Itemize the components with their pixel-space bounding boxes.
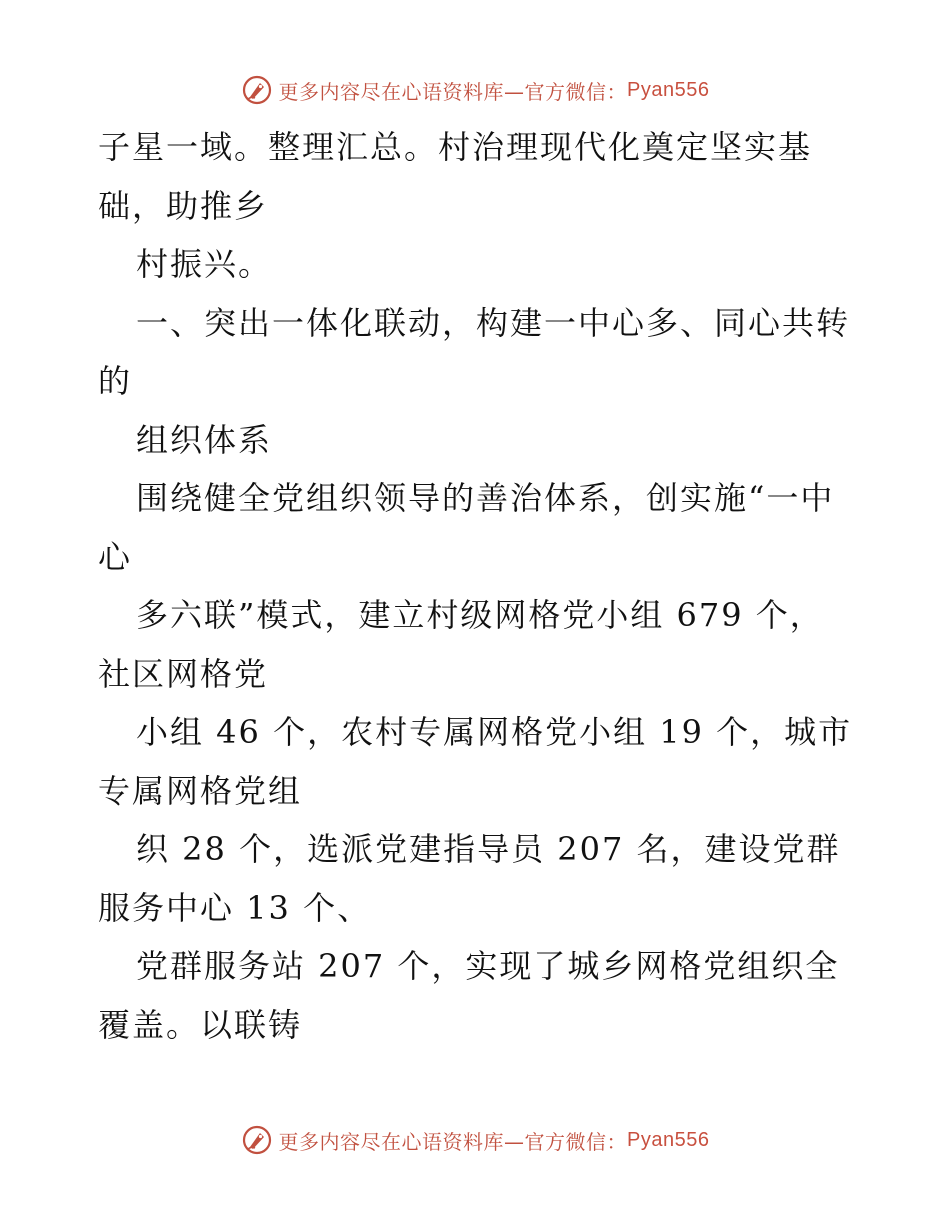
text-line: 织 28 个，选派党建指导员 207 名，建设党群	[136, 830, 841, 868]
header-watermark	[0, 70, 950, 110]
text-line: 覆盖。以联铸	[98, 1005, 303, 1044]
text-line: 组织体系	[136, 420, 273, 459]
watermark-text: 更多内容尽在心语资料库—官方微信：	[278, 1129, 628, 1154]
pen-nib-logo-icon	[241, 1124, 273, 1156]
watermark-wechat-id: Pyan556	[627, 1128, 710, 1151]
text-line: 小组 46 个，农村专属网格党小组 19 个，城市	[136, 713, 853, 751]
text-line: 的	[98, 362, 133, 400]
text-line: 服务中心 13 个、	[98, 888, 372, 927]
text-line: 子星一域。整理汇总。村治理现代化奠定坚实基	[98, 128, 813, 166]
document-body	[98, 118, 858, 1054]
text-line: 础，助推乡	[98, 186, 269, 225]
text-line: 社区网格党	[98, 654, 269, 693]
section-heading: 一、突出一体化联动，构建一中心多、同心共转	[136, 303, 851, 342]
footer-watermark	[0, 1120, 950, 1160]
text-line: 党群服务站 207 个，实现了城乡网格党组织全	[136, 947, 840, 985]
text-line: 村振兴。	[136, 245, 273, 283]
text-line: 围绕健全党组织领导的善治体系，创实施“一中	[136, 479, 835, 517]
watermark-wechat-id: Pyan556	[627, 78, 710, 101]
pen-nib-logo-icon	[241, 74, 273, 106]
watermark-text: 更多内容尽在心语资料库—官方微信：	[278, 79, 628, 104]
text-line: 多六联”模式，建立村级网格党小组 679 个，	[136, 596, 824, 634]
text-line: 心	[98, 537, 133, 576]
text-line: 专属网格党组	[98, 771, 303, 810]
